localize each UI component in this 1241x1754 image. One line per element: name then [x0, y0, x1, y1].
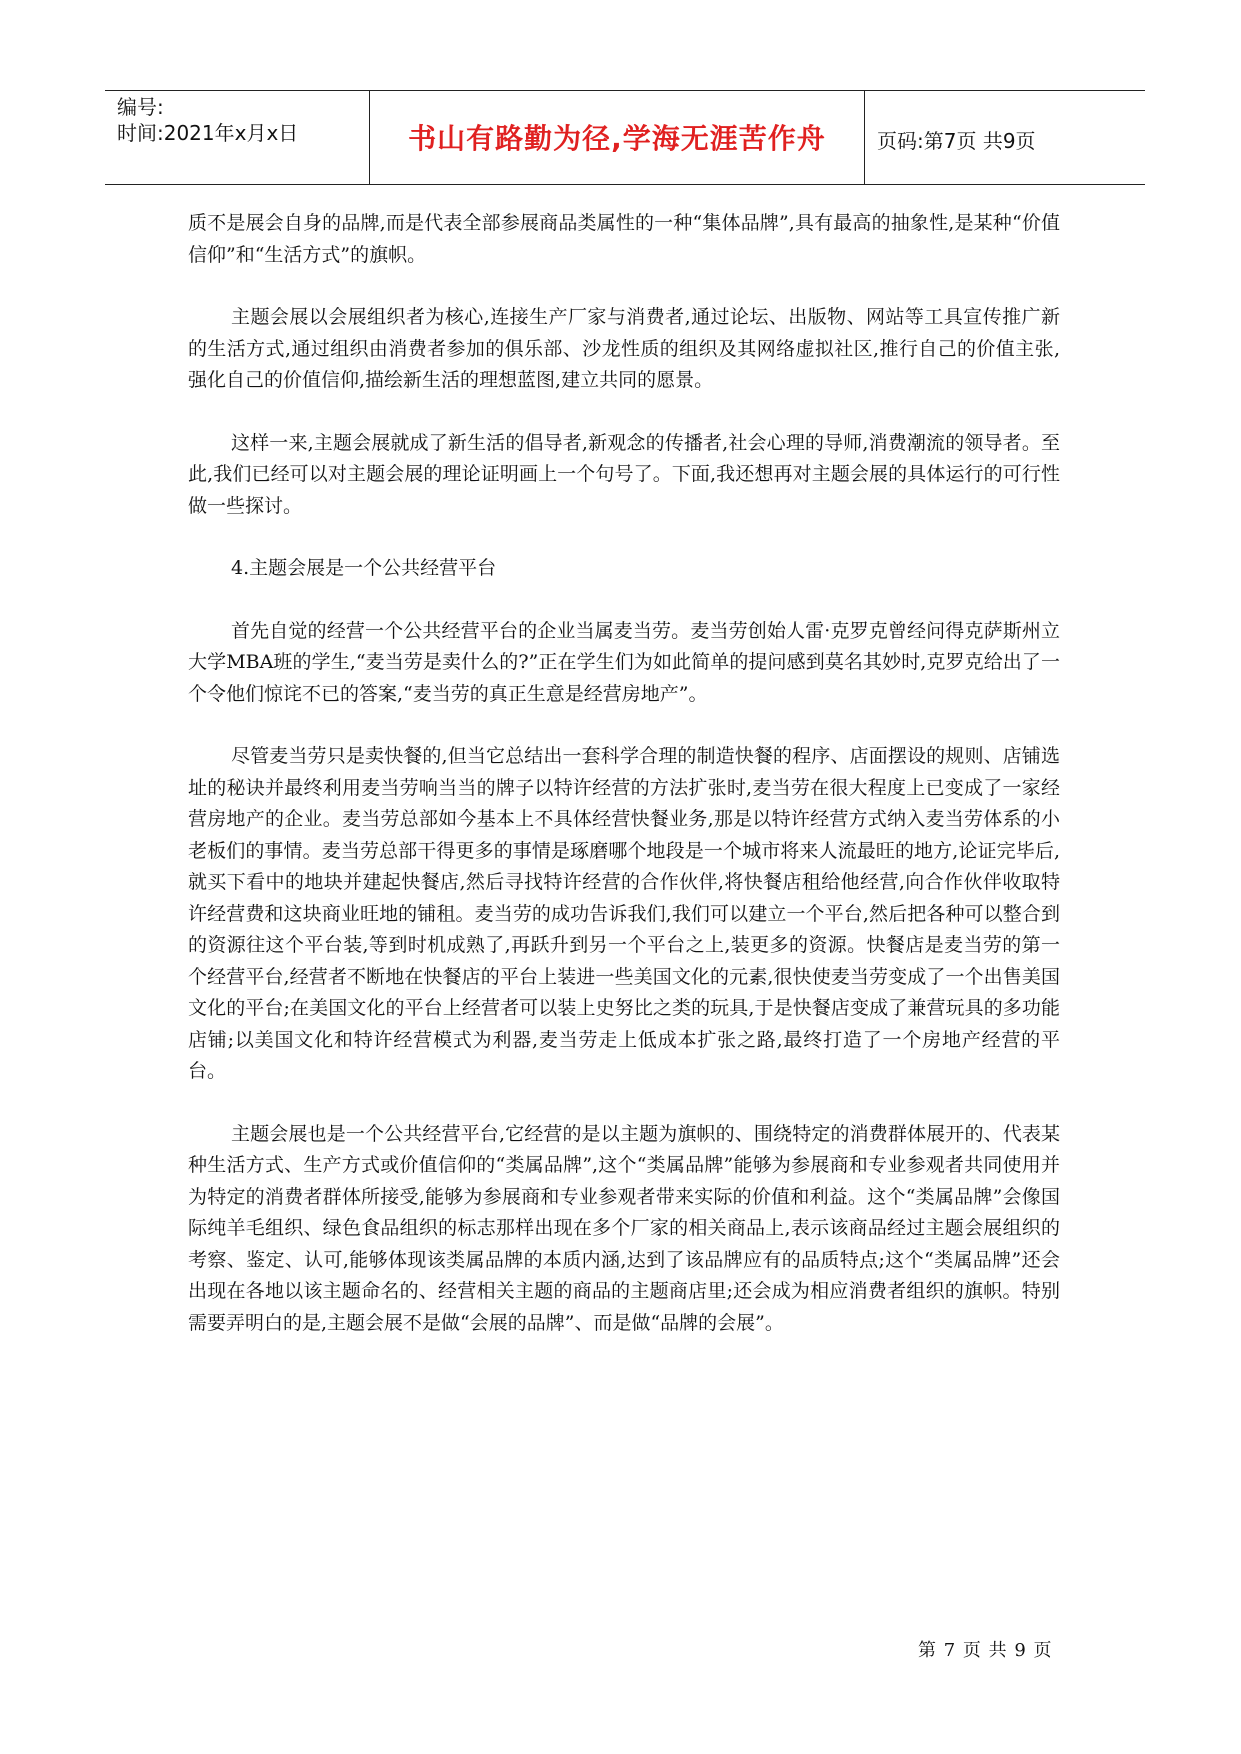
paragraph-2: 主题会展以会展组织者为核心,连接生产厂家与消费者,通过论坛、出版物、网站等工具宣传推广新的生活方式,通过组织由消费者参加的俱乐部、沙龙性质的组织及其网络虚拟社区,推行自己的价值主张,强化自己的价值信仰,描绘新生活的理想蓝图,建立共同的愿景。	[188, 306, 1060, 391]
header-page-cell	[865, 91, 1145, 184]
paragraph-6: 主题会展也是一个公共经营平台,它经营的是以主题为旗帜的、围绕特定的消费群体展开的、代表某种生活方式、生产方式或价值信仰的“类属品牌”,这个“类属品牌”能够为参展商和专业参观者共同使用并为特定的消费者群体所接受,能够为参展商和专业参观者带来实际的价值和利益。这个“类属品牌”会像国际纯羊毛组织、绿色食品组织的标志那样出现在多个厂家的相关商品上,表示该商品经过主题会展组织的考察、鉴定、认可,能够体现该类属品牌的本质内涵,达到了该品牌应有的品质特点;这个“类属品牌”还会出现在各地以该主题命名的、经营相关主题的商品的主题商店里;还会成为相应消费者组织的旗帜。特别需要弄明白的是,主题会展不是做“会展的品牌”、而是做“品牌的会展”。	[188, 1122, 1060, 1334]
paragraph-4: 首先自觉的经营一个公共经营平台的企业当属麦当劳。麦当劳创始人雷·克罗克曾经问得克萨斯州立大学MBA班的学生,“麦当劳是卖什么的?”正在学生们为如此简单的提问感到莫名其妙时,克罗克给出了一个令他们惊诧不已的答案,“麦当劳的真正生意是经营房地产”。	[188, 619, 1060, 705]
document-body	[188, 208, 1060, 1370]
paragraph-3: 这样一来,主题会展就成了新生活的倡导者,新观念的传播者,社会心理的导师,消费潮流的领导者。至此,我们已经可以对主题会展的理论证明画上一个句号了。下面,我还想再对主题会展的具体运行的可行性做一些探讨。	[188, 431, 1060, 517]
header-motto: 书山有路勤为径,学海无涯苦作舟	[408, 122, 826, 155]
paragraph-1: 质不是展会自身的品牌,而是代表全部参展商品类属性的一种“集体品牌”,具有最高的抽象性,是某种“价值信仰”和“生活方式”的旗帜。	[188, 212, 1060, 266]
page-footer: 第 7 页 共 9 页	[918, 1640, 1053, 1661]
paragraph-5: 尽管麦当劳只是卖快餐的,但当它总结出一套科学合理的制造快餐的程序、店面摆设的规则、店铺选址的秘诀并最终利用麦当劳响当当的牌子以特许经营的方法扩张时,麦当劳在很大程度上已变成了一家经营房地产的企业。麦当劳总部如今基本上不具体经营快餐业务,那是以特许经营方式纳入麦当劳体系的小老板们的事情。麦当劳总部干得更多的事情是琢磨哪个地段是一个城市将来人流最旺的地方,论证完毕后,就买下看中的地块并建起快餐店,然后寻找特许经营的合作伙伴,将快餐店租给他经营,向合作伙伴收取特许经营费和这块商业旺地的铺租。麦当劳的成功告诉我们,我们可以建立一个平台,然后把各种可以整合到的资源往这个平台装,等到时机成熟了,再跃升到另一个平台之上,装更多的资源。快餐店是麦当劳的第一个经营平台,经营者不断地在快餐店的平台上装进一些美国文化的元素,很快使麦当劳变成了一个出售美国文化的平台;在美国文化的平台上经营者可以装上史努比之类的玩具,于是快餐店变成了兼营玩具的多功能店铺;以美国文化和特许经营模式为利器,麦当劳走上低成本扩张之路,最终打造了一个房地产经营的平台。	[188, 745, 1060, 1082]
document-header	[105, 90, 1145, 185]
header-page-number: 页码:第7页 共9页	[877, 129, 1036, 153]
document-number-label: 编号:	[117, 95, 164, 119]
header-meta-cell	[105, 91, 370, 184]
section-heading: 4.主题会展是一个公共经营平台	[231, 557, 497, 579]
document-date: 时间:2021年x月x日	[117, 121, 299, 145]
header-motto-cell	[370, 91, 865, 184]
